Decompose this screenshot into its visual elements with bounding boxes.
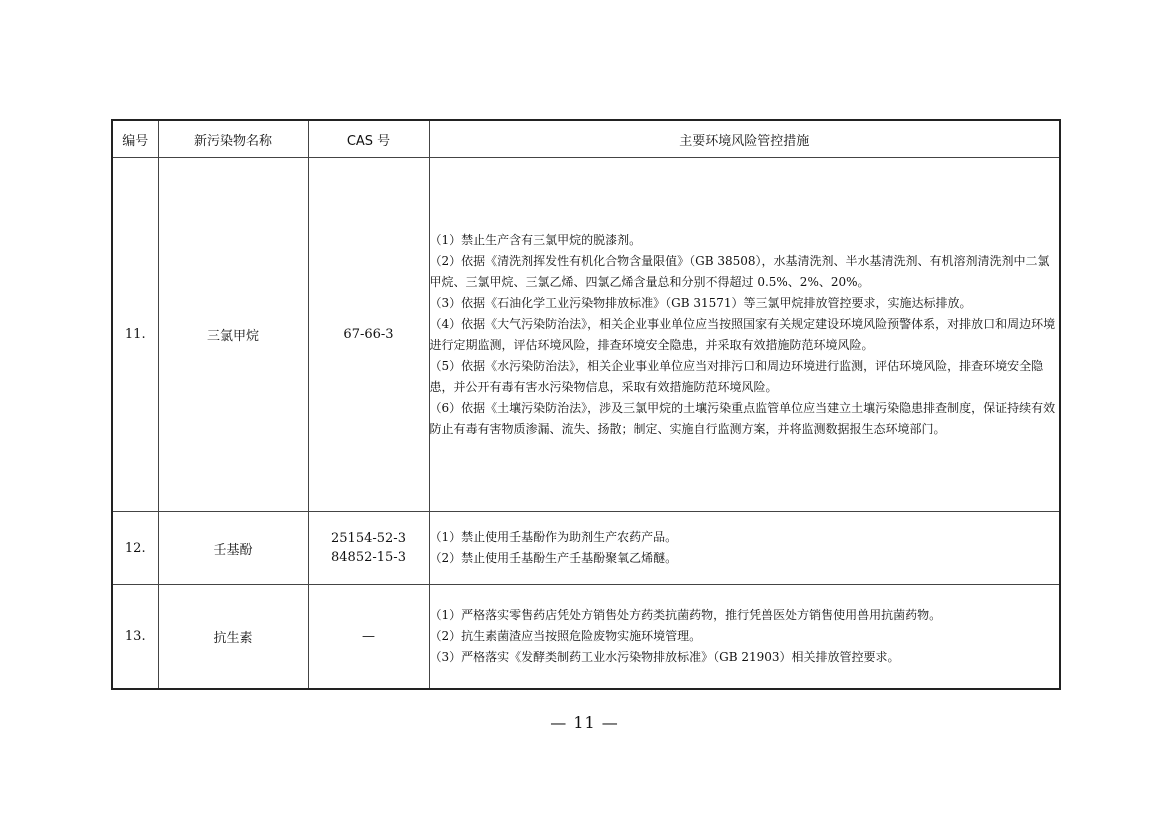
pollutant-name: 抗生素 — [158, 585, 308, 690]
measure-item: （2）抗生素菌渣应当按照危险废物实施环境管理。 — [429, 629, 702, 643]
table-row — [112, 158, 1060, 512]
measure-item: （1）禁止使用壬基酚作为助剂生产农药产品。 — [429, 530, 678, 544]
measure-item: （1）禁止生产含有三氯甲烷的脱漆剂。 — [429, 232, 642, 247]
cas-number: — — [362, 629, 375, 644]
control-measures — [429, 585, 1060, 690]
control-measures — [429, 158, 1060, 512]
table-row — [112, 512, 1060, 585]
cas-number: 67-66-3 — [343, 327, 394, 342]
measure-item: （3）依据《石油化学工业污染物排放标准》（GB 31571）等三氯甲烷排放管控要求，实施达标排放。 — [429, 295, 972, 310]
table-header-row — [112, 120, 1060, 158]
row-number: 13. — [112, 585, 158, 690]
cas-number-cell — [308, 512, 429, 585]
measure-item: （2）禁止使用壬基酚生产壬基酚聚氧乙烯醚。 — [429, 551, 678, 565]
header-cas: CAS 号 — [308, 120, 429, 158]
control-measures — [429, 512, 1060, 585]
pollutant-name: 三氯甲烷 — [158, 158, 308, 512]
measure-item: （2）依据《清洗剂挥发性有机化合物含量限值》（GB 38508），水基清洗剂、半水基清洗剂、有机溶剂清洗剂中二氯甲烷、三氯甲烷、三氯乙烯、四氯乙烯含量总和分别不得超过 0.5%、2%、20%。 — [429, 253, 1050, 289]
measure-item: （5）依据《水污染防治法》，相关企业事业单位应当对排污口和周边环境进行监测，评估环境风险，排查环境安全隐患，并公开有毒有害水污染物信息，采取有效措施防范环境风险。 — [429, 358, 1044, 394]
cas-number-cell — [308, 158, 429, 512]
header-measures: 主要环境风险管控措施 — [429, 120, 1060, 158]
cas-number: 84852-15-3 — [331, 550, 406, 565]
cas-number: 25154-52-3 — [331, 531, 406, 546]
row-number: 11. — [112, 158, 158, 512]
header-number: 编号 — [112, 120, 158, 158]
measure-item: （4）依据《大气污染防治法》，相关企业事业单位应当按照国家有关规定建设环境风险预警体系，对排放口和周边环境进行定期监测，评估环境风险，排查环境安全隐患，并采取有效措施防范环境风险。 — [429, 316, 1056, 352]
table-row — [112, 585, 1060, 690]
header-name: 新污染物名称 — [158, 120, 308, 158]
row-number: 12. — [112, 512, 158, 585]
measure-item: （3）严格落实《发酵类制药工业水污染物排放标准》（GB 21903）相关排放管控要求。 — [429, 650, 900, 664]
pollutant-control-table — [111, 119, 1061, 690]
measure-item: （1）严格落实零售药店凭处方销售处方药类抗菌药物，推行凭兽医处方销售使用兽用抗菌药物。 — [429, 608, 942, 622]
measure-item: （6）依据《土壤污染防治法》，涉及三氯甲烷的土壤污染重点监管单位应当建立土壤污染隐患排查制度，保证持续有效防止有毒有害物质渗漏、流失、扬散；制定、实施自行监测方案，并将监测数据报生态环境部门。 — [429, 400, 1056, 436]
cas-number-cell — [308, 585, 429, 690]
page-number: — 11 — — [550, 713, 619, 732]
pollutant-name: 壬基酚 — [158, 512, 308, 585]
